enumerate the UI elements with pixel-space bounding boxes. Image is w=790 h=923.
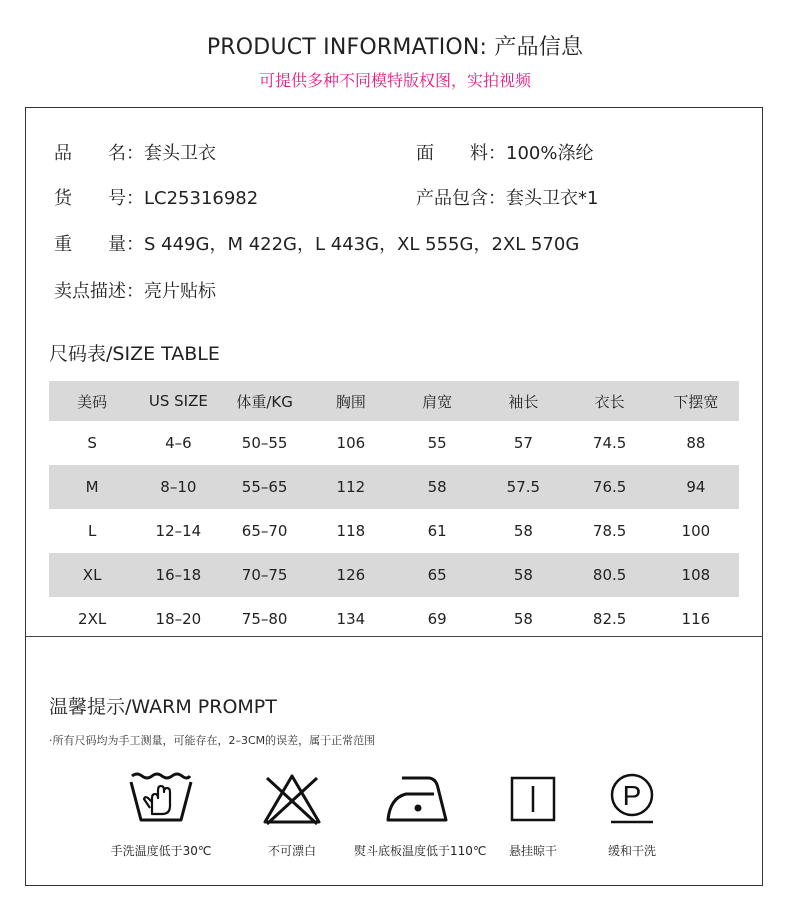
- table-row: [49, 421, 739, 465]
- header-cell: 衣长: [594, 392, 625, 411]
- care-gentle-dry-clean: [567, 768, 697, 859]
- info-item-no-value: LC25316982: [144, 188, 259, 209]
- care-hand-wash: [96, 768, 226, 859]
- header-cell: 胸围: [335, 392, 366, 411]
- info-item-no: [54, 184, 258, 210]
- table-row: [49, 553, 739, 597]
- table-cell: 75–80: [241, 610, 288, 628]
- table-cell: 65: [427, 566, 447, 584]
- table-cell: 2XL: [78, 610, 107, 628]
- care-label: 手洗温度低于30℃: [110, 844, 212, 858]
- info-name-value: 套头卫衣: [144, 143, 216, 164]
- table-cell: 50–55: [241, 434, 288, 452]
- info-selling-label: 卖点描述：: [54, 281, 144, 302]
- table-row: [49, 597, 739, 641]
- info-selling: [54, 277, 216, 303]
- table-cell: 12–14: [155, 522, 202, 540]
- table-cell: 65–70: [241, 522, 288, 540]
- table-cell: 108: [681, 566, 711, 584]
- table-cell: XL: [82, 566, 102, 584]
- table-cell: 4–6: [165, 434, 192, 452]
- hand-wash-icon: [126, 768, 196, 828]
- info-name-label: 品 名：: [54, 143, 144, 164]
- size-table-title: 尺码表/SIZE TABLE: [49, 343, 220, 365]
- size-table: [49, 381, 739, 641]
- dry-clean-symbol: P: [622, 780, 642, 811]
- care-no-bleach: [227, 768, 357, 859]
- table-cell: 116: [681, 610, 711, 628]
- info-fabric: [416, 139, 593, 165]
- page-title: PRODUCT INFORMATION: 产品信息: [206, 35, 584, 60]
- care-iron: [354, 768, 487, 859]
- table-cell: 74.5: [592, 434, 627, 452]
- table-cell: 88: [686, 434, 706, 452]
- info-name: [54, 139, 216, 165]
- info-item-no-label: 货 号：: [54, 188, 144, 209]
- table-cell: 112: [336, 478, 366, 496]
- table-cell: 106: [336, 434, 366, 452]
- header-cell: 袖长: [508, 392, 539, 411]
- table-cell: S: [87, 434, 97, 452]
- care-label: 缓和干洗: [607, 844, 656, 858]
- table-cell: 58: [427, 478, 447, 496]
- table-cell: 134: [336, 610, 366, 628]
- info-fabric-value: 100%涤纶: [506, 143, 594, 164]
- table-cell: 118: [336, 522, 366, 540]
- iron-icon: [384, 768, 454, 828]
- header-cell: 体重/KG: [236, 392, 293, 411]
- table-cell: 55–65: [241, 478, 288, 496]
- table-cell: 57.5: [506, 478, 541, 496]
- care-label: 悬挂晾干: [508, 844, 557, 858]
- info-package-label: 产品包含：: [416, 188, 506, 209]
- table-cell: 8–10: [160, 478, 197, 496]
- table-cell: 16–18: [155, 566, 202, 584]
- header-cell: US SIZE: [148, 392, 208, 410]
- info-package-value: 套头卫衣*1: [506, 188, 599, 209]
- table-cell: 100: [681, 522, 711, 540]
- table-cell: 57: [513, 434, 533, 452]
- table-cell: 55: [427, 434, 447, 452]
- table-cell: 58: [513, 610, 533, 628]
- header-cell: 美码: [77, 392, 108, 411]
- table-cell: 58: [513, 566, 533, 584]
- table-row: [49, 465, 739, 509]
- info-weight-value: S 449G，M 422G，L 443G，XL 555G，2XL 570G: [144, 234, 580, 255]
- gentle-dry-clean-icon: [597, 768, 667, 828]
- header-cell: 下摆宽: [673, 392, 719, 411]
- hang-dry-icon: [498, 768, 568, 828]
- table-cell: 80.5: [592, 566, 627, 584]
- info-weight: [54, 230, 579, 256]
- table-cell: 61: [427, 522, 447, 540]
- table-cell: 76.5: [592, 478, 627, 496]
- measurement-note: ·所有尺码均为手工测量，可能存在，2–3CM的误差，属于正常范围: [49, 734, 376, 747]
- table-cell: 69: [427, 610, 447, 628]
- info-weight-label: 重 量：: [54, 234, 144, 255]
- header-cell: 肩宽: [422, 392, 453, 411]
- table-cell: M: [85, 478, 99, 496]
- page-subtitle: 可提供多种不同模特版权图，实拍视频: [258, 71, 531, 90]
- table-row: [49, 509, 739, 553]
- size-table-header-row: [49, 381, 739, 421]
- care-label: 熨斗底板温度低于110℃: [354, 844, 487, 858]
- table-cell: 82.5: [592, 610, 627, 628]
- table-cell: L: [87, 522, 97, 540]
- no-bleach-icon: [257, 768, 327, 828]
- info-fabric-label: 面 料：: [416, 143, 506, 164]
- table-cell: 58: [513, 522, 533, 540]
- info-selling-value: 亮片贴标: [144, 281, 216, 302]
- care-label: 不可漂白: [267, 844, 316, 858]
- warm-prompt-title: 温馨提示/WARM PROMPT: [49, 696, 277, 718]
- table-cell: 18–20: [155, 610, 202, 628]
- info-package: [416, 184, 598, 210]
- table-cell: 78.5: [592, 522, 627, 540]
- table-cell: 94: [686, 478, 706, 496]
- table-cell: 126: [336, 566, 366, 584]
- table-cell: 70–75: [241, 566, 288, 584]
